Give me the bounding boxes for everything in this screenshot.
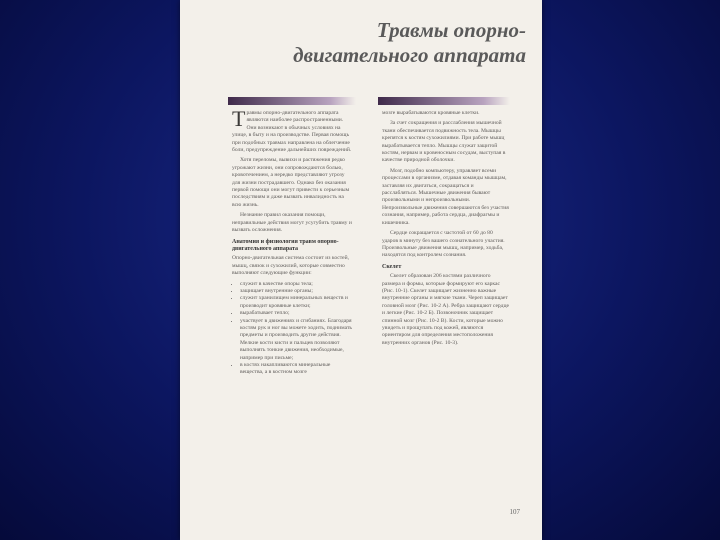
paragraph: Сердце сокращается с частотой от 60 до 80 ударов в минуту без вашего сознательного участия. Произвольные движения мышц, например, ходьба, находятся под контролем сознания. <box>382 230 505 259</box>
paragraph: За счет сокращения и расслабления мышечной ткани обеспечивается подвижность тела. Мышцы крепятся к костям сухожилиями. При работе мышц вырабатывается тепло. Мышцы служат защитой костям, нервам и кровеносным сосудам, выступая в качестве природной оболочки. <box>382 120 506 164</box>
right-decorative-bar <box>378 97 510 105</box>
section-heading: Анатомия и физиология травм опорно-двигательного аппарата <box>232 238 339 252</box>
list-item: • в костях накапливаются минеральные вещества, а в костном мозге <box>240 362 354 377</box>
paragraph: Незнание правил оказания помощи, неправильные действия могут усугубить травму и вызвать осложнения. <box>232 212 352 234</box>
book-page <box>180 0 542 540</box>
right-column <box>382 110 510 350</box>
page-number: 107 <box>509 508 520 516</box>
page-title <box>196 18 526 68</box>
section-heading: Скелет <box>382 263 402 270</box>
list-item: • служит хранилищем минеральных веществ и производит кровяные клетки; <box>240 295 354 310</box>
drop-cap: Т <box>232 106 246 131</box>
title-line-1: Травмы опорно- <box>376 18 526 42</box>
paragraph: Опорно-двигательная система состоит из костей, мышц, связок и сухожилий, которые совместно выполняют следующие функции: <box>232 255 350 277</box>
left-column <box>232 106 354 379</box>
list-item: • участвует в движениях и сгибаниях. Благодаря костям рук и ног вы можете ходить, поднимать предметы и производить другие действия. Мелкие кости кисти и пальцев позволяют выполнять тонкие движения, необходимые, например при письме; <box>240 318 354 362</box>
function-list <box>232 281 354 377</box>
intro-paragraph: Травмы опорно-двигательного аппарата являются наиболее распространенными. Они возникают в обычных условиях на улице, в быту и на производстве. Первая помощь при подобных травмах направлена на облегчение боли, предупреждение дальнейших повреждений. <box>232 106 352 154</box>
list-item: • защищает внутренние органы; <box>240 288 354 295</box>
title-line-2: двигательного аппарата <box>293 43 526 67</box>
list-item: • служит в качестве опоры тела; <box>240 281 354 288</box>
paragraph: Хотя переломы, вывихи и растяжения редко угрожают жизни, они сопровождаются болью, кровотечением, а нередко представляют угрозу для жизни пострадавшего. Однако без оказания первой помощи они могут привести к серьезным последствиям и даже вызвать инвалидность на всю жизнь. <box>232 157 350 208</box>
paragraph: Мозг, подобно компьютеру, управляет всеми процессами в организме, отдавая команды мышцам, заставляя их двигаться, сокращаться и расслабляться. Мышечные движения бывают произвольными и непроизвольными. Непроизвольные движения совершаются без участия сознания, например, работа сердца, диафрагмы и кишечника. <box>382 167 509 226</box>
paragraph: мозге вырабатываются кровяные клетки. <box>382 110 480 116</box>
list-item: • вырабатывает тепло; <box>240 310 354 317</box>
paragraph: Скелет образован 206 костями различного размера и формы, которые формируют его каркас (Рис. 10-1). Скелет защищает жизненно важные внутренние органы и мягкие ткани. Череп защищает головной мозг (Рис. 10-2 А). Ребра защищают сердце и легкие (Рис. 10-2 Б). Позвоночник защищает спинной мозг (Рис. 10-2 В). Кости, которые можно увидеть и прощупать под кожей, являются ориентиром для определения местоположения внутренних органов (Рис. 10-3). <box>382 273 509 346</box>
left-decorative-bar <box>228 97 356 105</box>
